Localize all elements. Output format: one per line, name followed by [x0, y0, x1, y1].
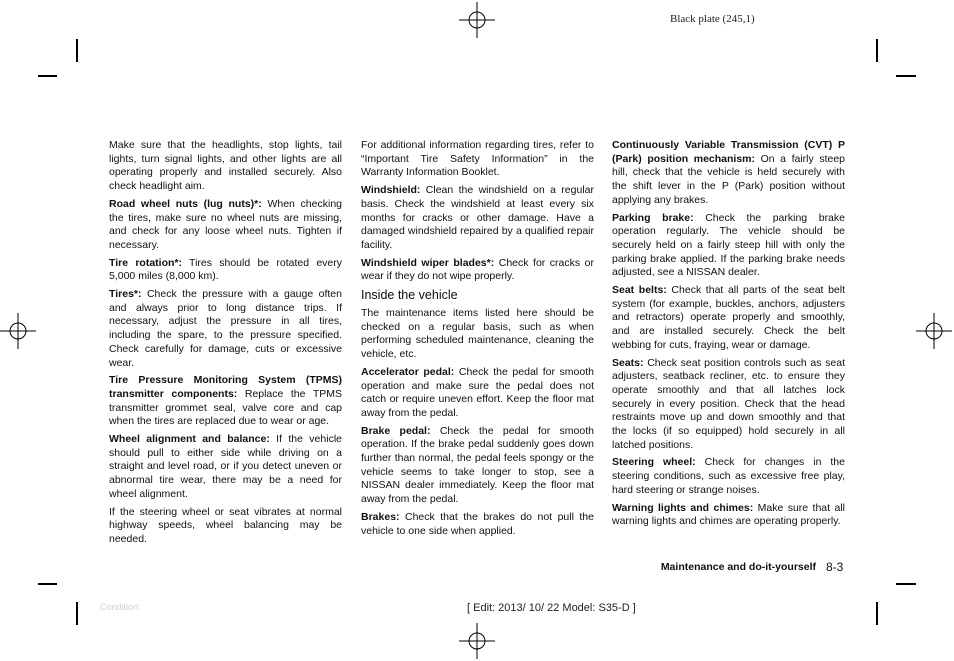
crop-mark — [896, 75, 916, 77]
body-text: Check the parking brake operation regularly. The vehicle should be securely held on a fairly steep hill with only the parking brake applied. If the parking brake needs adjusted, see a NISSAN dealer. — [612, 211, 845, 279]
body-text: Tires should be rotated every 5,000 miles (8,000 km). — [109, 256, 342, 283]
term-label: Brake pedal: — [361, 424, 431, 437]
section-heading: Inside the vehicle — [361, 288, 458, 303]
paragraph — [109, 433, 342, 502]
body-text: Check that all parts of the seat belt system (for example, buckles, anchors, adjusters and retractors) operate properly and smoothly, and are installed securely. Check the belt webbing for cuts, fraying, wear or damage. — [612, 284, 846, 351]
edit-info: [ Edit: 2013/ 10/ 22 Model: S35-D ] — [467, 602, 636, 614]
column-3 — [612, 139, 845, 533]
paragraph — [109, 139, 342, 194]
term-label: Tire Pressure Monitoring System (TPMS) transmitter components: — [109, 374, 342, 400]
body-text: Check the pedal for smooth operation. If the brake pedal suddenly goes down further than normal, the pedal feels spongy or the vehicle seems to take longer to stop, see a NISSAN dealer immediately. Keep the floor mat away from the pedal. — [361, 424, 594, 506]
body-text: Check that the brakes do not pull the vehicle to one side when applied. — [361, 510, 594, 537]
term-label: Accelerator pedal: — [361, 365, 455, 378]
paragraph — [109, 374, 342, 429]
crop-mark — [876, 39, 878, 62]
paragraph — [612, 357, 845, 453]
body-text: When checking the tires, make sure no wheel nuts are missing, and check for any loose wheel nuts. Tighten if necessary. — [109, 197, 342, 251]
body-text: Check the pressure with a gauge often and always prior to long distance trips. If necessary, adjust the pressure in all tires, including the spare, to the pressure specified. Check carefully for damage, cuts or excessive wear. — [109, 288, 342, 369]
paragraph — [361, 184, 594, 253]
registration-mark-icon — [459, 623, 495, 659]
term-label: Road wheel nuts (lug nuts)*: — [109, 197, 262, 210]
term-label: Wheel alignment and balance: — [109, 433, 270, 446]
crop-mark — [76, 39, 78, 62]
term-label: Parking brake: — [612, 211, 694, 224]
paragraph — [109, 288, 342, 370]
crop-mark — [76, 602, 78, 625]
paragraph — [361, 257, 594, 284]
body-text: If the steering wheel or seat vibrates at normal highway speeds, wheel balancing may be needed. — [109, 505, 342, 545]
registration-mark-icon — [916, 313, 952, 349]
condition-label: Condition: — [100, 602, 141, 612]
registration-mark-icon — [459, 2, 495, 38]
body-text: Replace the TPMS transmitter grommet seal, valve core and cap when the tires are replaced due to wear or age. — [109, 387, 342, 428]
body-text: Check the pedal for smooth operation and make sure the pedal does not catch or require uneven effort. Keep the floor mat away from the pedal. — [361, 365, 594, 419]
body-text: Check for cracks or wear if they do not wipe properly. — [361, 256, 594, 283]
column-1 — [109, 139, 342, 551]
body-text: Check for changes in the steering conditions, such as excessive free play, hard steering or strange noises. — [612, 456, 845, 496]
term-label: Windshield: — [361, 184, 421, 197]
term-label: Seat belts: — [612, 284, 667, 297]
paragraph — [361, 366, 594, 421]
body-text: On a fairly steep hill, check that the vehicle is held securely with the shift lever in the P (Park) position without applying any brakes. — [612, 152, 846, 206]
paragraph — [361, 139, 594, 180]
crop-mark — [896, 583, 916, 585]
crop-mark — [38, 75, 57, 77]
paragraph — [612, 139, 845, 208]
term-label: Steering wheel: — [612, 456, 696, 469]
term-label: Warning lights and chimes: — [612, 501, 754, 514]
paragraph — [612, 502, 845, 529]
body-text: For additional information regarding tires, refer to “Important Tire Safety Information” in the Warranty Information Booklet. — [361, 139, 594, 179]
paragraph — [109, 257, 342, 284]
paragraph — [109, 198, 342, 253]
term-label: Tires*: — [109, 288, 142, 301]
page-number: 8-3 — [826, 560, 844, 574]
paragraph — [361, 511, 594, 538]
term-label: Seats: — [612, 356, 644, 369]
body-text: If the vehicle should pull to either side while driving on a straight and level road, or if you detect uneven or abnormal tire wear, there may be a need for wheel alignment. — [109, 433, 342, 500]
paragraph — [109, 506, 342, 547]
registration-mark-icon — [0, 313, 36, 349]
paragraph — [361, 425, 594, 507]
paragraph — [361, 307, 594, 362]
term-label: Brakes: — [361, 510, 400, 523]
crop-mark — [38, 583, 57, 585]
body-text: Make sure that the headlights, stop lights, tail lights, turn signal lights, and other lights are all operating properly and installed securely. Also check headlight aim. — [109, 139, 342, 193]
term-label: Tire rotation*: — [109, 256, 182, 269]
plate-label: Black plate (245,1) — [670, 13, 755, 25]
body-text: Check seat position controls such as seat adjusters, seatback recliner, etc. to ensure they operate smoothly and that all latches lock securely in every position. Check that the head restraints move up and down smoothly and that the locks (if so equipped) hold securely in all latched positions. — [612, 356, 845, 451]
section-title: Maintenance and do-it-yourself — [660, 561, 816, 573]
term-label: Windshield wiper blades*: — [361, 256, 495, 269]
paragraph — [612, 212, 845, 281]
paragraph — [612, 284, 845, 353]
paragraph — [612, 456, 845, 497]
body-text: Clean the windshield on a regular basis. Check the windshield at least every six months for cracks or other damage. Have a damaged windshield repaired by a qualified repair facility. — [361, 184, 594, 251]
body-text: The maintenance items listed here should be checked on a regular basis, such as when performing scheduled maintenance, cleaning the vehicle, etc. — [361, 307, 594, 361]
crop-mark — [876, 602, 878, 625]
term-label: Continuously Variable Transmission (CVT) P (Park) position mechanism: — [612, 139, 845, 165]
body-text: Make sure that all warning lights and chimes are operating properly. — [612, 501, 845, 528]
column-2 — [361, 139, 594, 542]
